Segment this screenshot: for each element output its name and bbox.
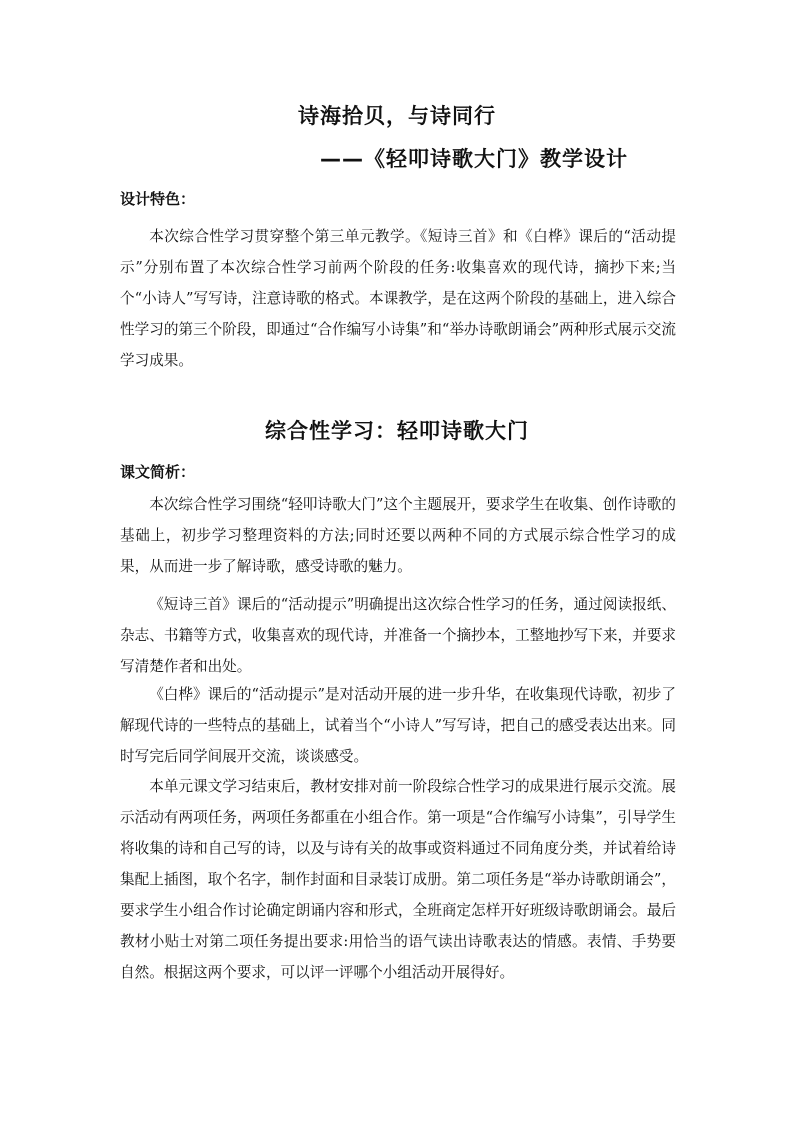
analysis-paragraph-2: 《短诗三首》课后的“活动提示”明确提出这次综合性学习的任务，通过阅读报纸、杂志、书籍等方式，收集喜欢的现代诗，并准备一个摘抄本，工整地抄写下来，并要求写清楚作者和出处。 — [120, 596, 676, 675]
document-title: 诗海拾贝，与诗同行 — [298, 104, 496, 128]
analysis-paragraph-3: 《白桦》课后的“活动提示”是对活动开展的进一步升华，在收集现代诗歌，初步了解现代诗的一些特点的基础上，试着当个“小诗人”写写诗，把自己的感受表达出来。同时写完后同学间展开交流，谈谈感受。 — [120, 686, 676, 765]
analysis-label: 课文简析： — [120, 463, 196, 481]
analysis-paragraph-1: 本次综合性学习围绕“轻叩诗歌大门”这个主题展开，要求学生在收集、创作诗歌的基础上，初步学习整理资料的方法;同时还要以两种不同的方式展示综合性学习的成果，从而进一步了解诗歌，感受诗歌的魅力。 — [120, 496, 676, 575]
document-subtitle: ——《轻叩诗歌大门》教学设计 — [320, 147, 628, 171]
design-feature-paragraph: 本次综合性学习贯穿整个第三单元教学。《短诗三首》和《白桦》课后的“活动提示”分别布置了本次综合性学习前两个阶段的任务:收集喜欢的现代诗，摘抄下来;当个“小诗人”写写诗，注意诗歌的格式。本课教学，是在这两个阶段的基础上，进入综合性学习的第三个阶段，即通过“合作编写小诗集”和“举办诗歌朗诵会”两种形式展示交流学习成果。 — [120, 228, 676, 369]
design-feature-label: 设计特色： — [120, 190, 196, 208]
analysis-paragraph-4: 本单元课文学习结束后，教材安排对前一阶段综合性学习的成果进行展示交流。展示活动有两项任务，两项任务都重在小组合作。第一项是“合作编写小诗集”，引导学生将收集的诗和自己写的诗，以及与诗有关的故事或资料通过不同角度分类，并试着给诗集配上插图，取个名字，制作封面和目录装订成册。第二项任务是“举办诗歌朗诵会”，要求学生小组合作讨论确定朗诵内容和形式，全班商定怎样开好班级诗歌朗诵会。最后教材小贴士对第二项任务提出要求:用恰当的语气读出诗歌表达的情感。表情、手势要自然。根据这两个要求，可以评一评哪个小组活动开展得好。 — [120, 778, 676, 981]
section-title: 综合性学习：轻叩诗歌大门 — [265, 419, 529, 443]
